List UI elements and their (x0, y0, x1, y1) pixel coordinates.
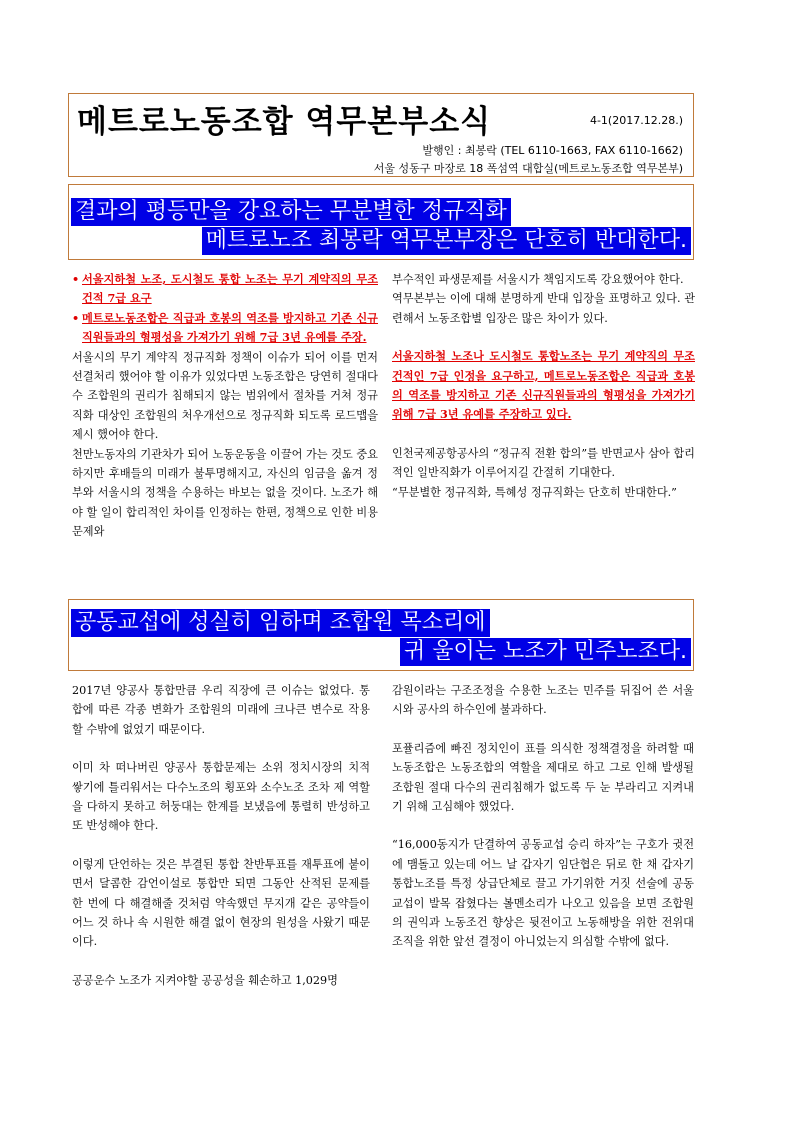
headline-1-line-2: 메트로노조 최봉락 역무본부장은 단호히 반대한다. (202, 227, 691, 255)
headline-1-line-1: 결과의 평등만을 강요하는 무분별한 정규직화 (71, 198, 511, 226)
paragraph: 포퓰리즘에 빠진 정치인이 표를 의식한 정책결정을 하려할 때 노동조합은 노동조합의 역할을 제대로 하고 그로 인해 발생될 조합원 절대 다수의 권리침해가 없도록 두 눈 부라리고 지켜내기 위해 고심해야 했었다. (392, 741, 694, 814)
article-2-left-column (72, 681, 370, 990)
paragraph: 공공운수 노조가 지켜야할 공공성을 훼손하고 1,029명 (72, 973, 338, 987)
issue-number: 4-1(2017.12.28.) (589, 114, 683, 127)
article-1-left-column (72, 270, 378, 542)
newsletter-title: 메트로노동조합 역무본부소식 (77, 104, 492, 140)
paragraph: 역무본부는 이에 대해 분명하게 반대 입장을 표명하고 있다. 관련해서 노동조합별 입장은 많은 차이가 있다. (392, 292, 695, 325)
masthead (68, 93, 694, 177)
paragraph: 부수적인 파생문제를 서울시가 책임지도록 강요했어야 한다. (392, 273, 684, 286)
paragraph: 2017년 양공사 통합만큼 우리 직장에 큰 이슈는 없었다. 통합에 따른 각종 변화가 조합원의 미래에 크나큰 변수로 작용할 수밖에 없었기 때문이다. (72, 684, 370, 736)
address-line: 서울 성동구 마장로 18 폭섬역 대합실(메트로노동조합 역무본부) (373, 162, 683, 175)
paragraph: 이렇게 단언하는 것은 부결된 통합 찬반투표를 재투표에 붙이면서 달콤한 감언이설로 통합만 되면 그동안 산적된 문제를 한 번에 다 해결해줄 것처럼 약속했던 무지개 같은 공약들이 어느 것 하나 속 시원한 해결 없이 현장의 원성을 사왔기 때문이다. (72, 857, 370, 949)
headline-box-1 (68, 184, 694, 260)
key-point: • 메트로노동조합은 직급과 호봉의 역조를 방지하고 기존 신규직원들과의 형평성을 가져가기 위해 7급 3년 유예를 주장. (72, 309, 378, 348)
headline-2-line-1: 공동교섭에 성실히 임하며 조합원 목소리에 (71, 609, 490, 637)
article-1-right-column (392, 270, 695, 502)
paragraph: 이미 차 떠나버린 양공사 통합문제는 소위 정치시장의 치적 쌓기에 틀리워서는 다수노조의 횡포와 소수노조 조차 제 역할을 다하지 못하고 허둥대는 한계를 보냈음에 통렬히 반성하고 또 반성해야 한다. (72, 761, 370, 833)
publisher-line: 발행인 : 최봉락 (TEL 6110-1663, FAX 6110-1662) (422, 144, 683, 157)
highlighted-paragraph: 서울지하철 노조나 도시철도 통합노조는 무기 계약직의 무조건적인 7급 인정을 요구하고, 메트로노동조합은 직급과 호봉의 역조를 방지하고 기존 신규직원들과의 형평성을 가져가기 위해 7급 3년 유예를 주장하고 있다. (392, 349, 695, 422)
article-2-right-column (392, 681, 694, 952)
paragraph: 천만노동자의 기관차가 되어 노동운동을 이끌어 가는 것도 중요하지만 후배들의 미래가 불투명해지고, 자신의 임금을 옮겨 정부와 서울시의 정책을 수용하는 바보는 없을 것이다. 노조가 해야 할 일이 합리적인 차이를 인정하는 한편, 정책으로 인한 비용 문제와 (72, 447, 378, 539)
quote: “무분별한 정규직화, 특혜성 정규직화는 단호히 반대한다.” (392, 485, 677, 499)
paragraph: “16,000동지가 단결하여 공동교섭 승리 하자”는 구호가 귓전에 맴돌고 있는데 어느 날 갑자기 임단협은 뒤로 한 채 갑자기 통합노조를 특정 상급단체로 끌고 가기위한 거짓 선술에 공동교섭이 발목 잡혔다는 볼멘소리가 나오고 있음을 보면 조합원의 권익과 노동조건 향상은 뒷전이고 노동해방을 위한 전위대 조직을 위한 앞선 결정이 아니었는지 의심할 수밖에 없다. (392, 838, 694, 949)
headline-box-2 (68, 599, 694, 671)
paragraph: 인천국제공항공사의 “정규직 전환 합의”를 반면교사 삼아 합리적인 일반직화가 이루어지길 간절히 기대한다. (392, 446, 695, 480)
key-points-list (72, 270, 378, 348)
key-point: • 서울지하철 노조, 도시철도 통합 노조는 무기 계약직의 무조건적 7급 요구 (72, 270, 378, 309)
paragraph: 서울시의 무기 계약직 정규직화 정책이 이슈가 되어 이를 먼저 선결처리 했어야 할 이유가 있었다면 노동조합은 당연히 절대다수 조합원의 권리가 침해되지 않는 범위에서 절차를 거쳐 정규직화 대상인 조합원의 처우개선으로 정규직화 되도록 로드맵을 제시 했어야 한다. (72, 350, 378, 442)
paragraph: 감원이라는 구조조정을 수용한 노조는 민주를 뒤집어 쓴 서울시와 공사의 하수인에 불과하다. (392, 684, 694, 717)
headline-2-line-2: 귀 울이는 노조가 민주노조다. (400, 638, 691, 666)
